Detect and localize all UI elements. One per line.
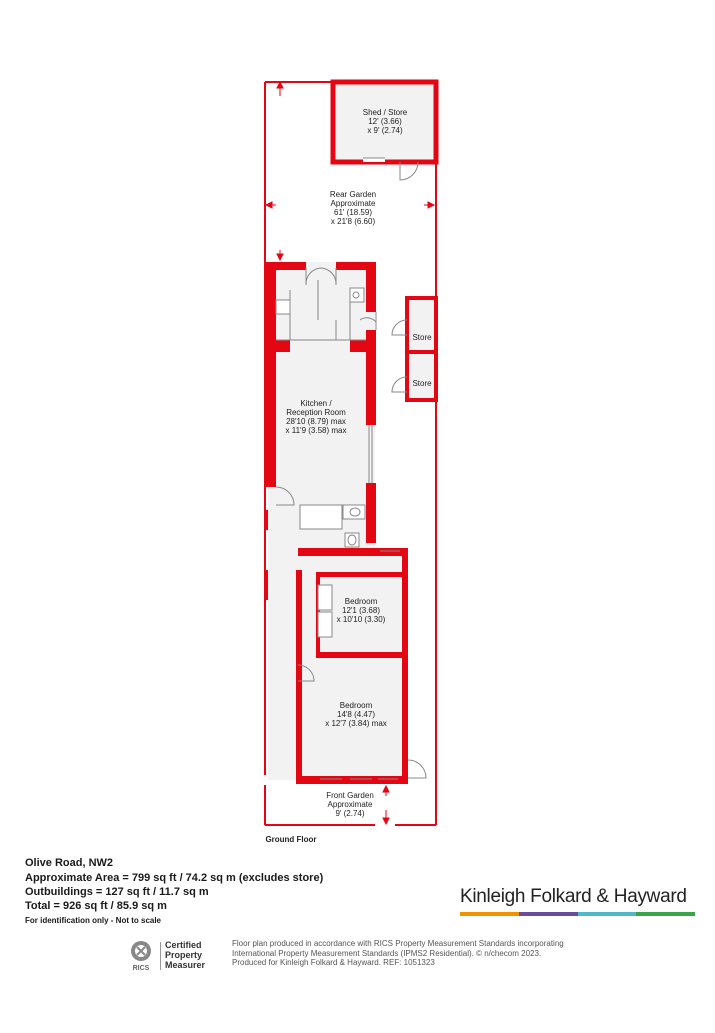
rics-separator [160,942,161,970]
rics-line3: Measurer [165,960,206,970]
bedroom2-dim2: x 12'7 (3.84) max [325,719,387,728]
rics-logo-text: RICS [132,965,150,972]
brand-bar-purple [519,912,578,916]
disclaimer [232,939,612,968]
rics-badge [127,939,217,973]
rear-garden-note: Approximate [330,199,376,208]
front-garden-dim1: 9' (2.74) [335,809,365,818]
rics-line1: Certified [165,940,202,950]
brand-bar-green [636,912,695,916]
bedroom2-dim1: 14'8 (4.47) [337,710,375,719]
disclaimer-line1: Floor plan produced in accordance with RICS Property Measurement Standards incorporating [232,939,564,948]
disclaimer-line2: International Property Measurement Standards (IPMS2 Residential). © n/checom 2023. [232,948,542,958]
disclaimer-line3: Produced for Kinleigh Folkard & Hayward. REF: 1051323 [232,958,435,968]
store-top-name: Store [412,333,432,342]
bedroom1-dim2: x 10'10 (3.30) [336,615,386,624]
front-garden-note: Approximate [327,800,373,809]
brand-bar-teal [578,912,637,916]
bedroom1-dim1: 12'1 (3.68) [342,606,380,615]
address: Olive Road, NW2 [25,857,114,869]
kitchen-dim1: 28'10 (8.79) max [286,417,346,426]
store-bottom-name: Store [412,379,432,388]
front-garden-name: Front Garden [326,791,374,800]
rics-logo-icon [127,939,155,973]
agent-brand [460,886,695,916]
approximate-area: Approximate Area = 799 sq ft / 74.2 sq m (excludes store) [25,872,324,884]
rear-garden-dim1: 61' (18.59) [334,208,372,217]
rear-garden-name: Rear Garden [329,190,377,199]
brand-color-bar [460,912,695,916]
shed-dim2: x 9' (2.74) [367,126,403,135]
shed-name: Shed / Store [362,108,408,117]
bedroom1-name: Bedroom [344,597,378,606]
scale-note: For identification only - Not to scale [25,916,162,925]
rics-line2: Property [165,950,203,960]
outbuildings-area: Outbuildings = 127 sq ft / 11.7 sq m [25,886,209,898]
kitchen-name1: Kitchen / [300,399,332,408]
kitchen-name2: Reception Room [286,408,346,417]
brand-bar-orange [460,912,519,916]
kitchen-dim2: x 11'9 (3.58) max [285,426,347,435]
shed-dim1: 12' (3.66) [368,117,402,126]
rics-text [165,940,205,970]
total-area: Total = 926 sq ft / 85.9 sq m [25,900,167,912]
floor-label: Ground Floor [265,835,317,844]
property-info [25,857,365,925]
agent-name: Kinleigh Folkard & Hayward [460,886,687,907]
rear-garden-dim2: x 21'8 (6.60) [330,217,376,226]
bedroom2-name: Bedroom [339,701,373,710]
